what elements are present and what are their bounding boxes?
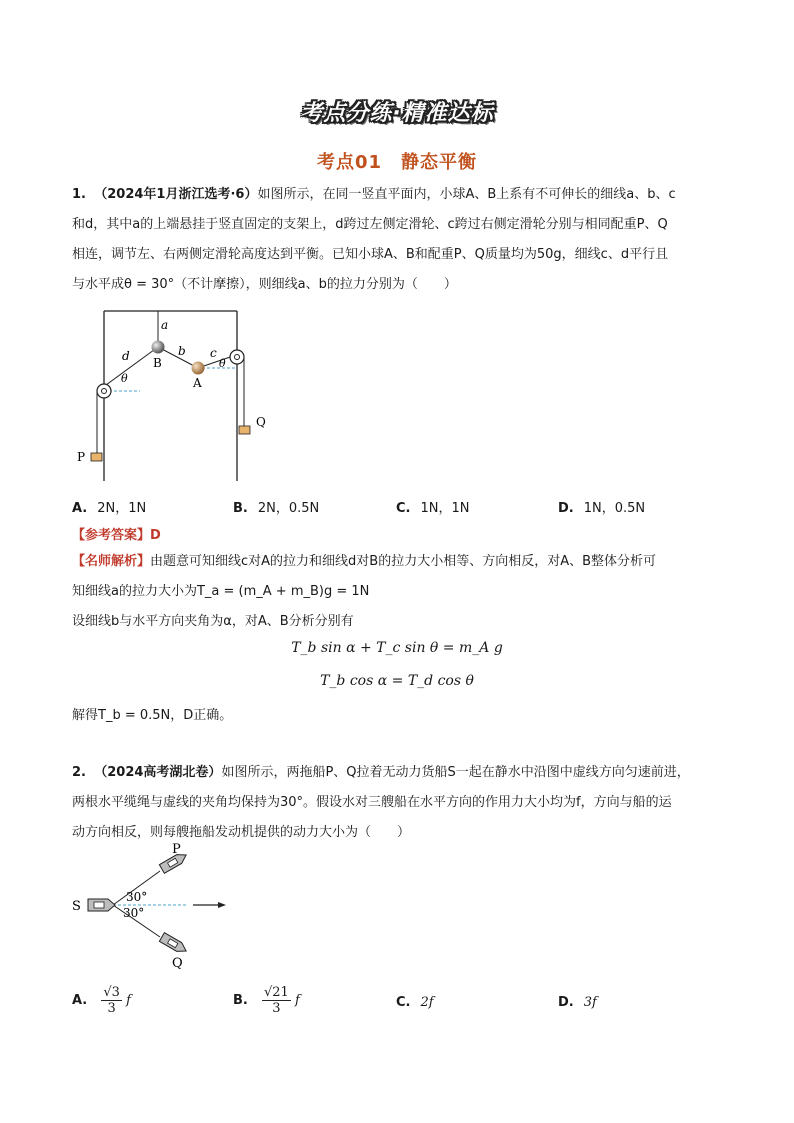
boats-figure — [68, 840, 238, 970]
svg-text:θ: θ — [219, 357, 226, 370]
question-1-text — [72, 180, 732, 300]
boat-q — [159, 933, 188, 956]
option-c[interactable]: C. 2f — [396, 995, 434, 1010]
banner-title: 考点分练·精准达标 — [300, 101, 494, 126]
question-line: 和d，其中a的上端悬挂于竖直固定的支架上，d跨过左侧定滑轮、c跨过右侧定滑轮分别与相同配重P、Q — [72, 217, 668, 232]
question-line: 相连，调节左、右两侧定滑轮高度达到平衡。已知小球A、B和配重P、Q质量均为50g，细线c、d平行且 — [72, 247, 669, 262]
svg-text:30°: 30° — [126, 890, 148, 904]
svg-text:Q: Q — [256, 415, 266, 429]
svg-text:30°: 30° — [123, 906, 145, 920]
svg-text:θ: θ — [121, 372, 128, 385]
reference-answer: 【参考答案】D — [72, 528, 161, 543]
option-a[interactable]: A. $\frac{√3}{3}$ f — [72, 985, 131, 1016]
question-source: （2024年1月浙江选考·6） — [94, 187, 258, 202]
option-b[interactable]: B. 2N，0.5N — [233, 501, 320, 516]
equation-2: T_b cos α = T_d cos θ — [320, 673, 474, 689]
svg-text:S: S — [72, 899, 81, 914]
equation-1: T_b sin α + T_c sin θ = m_A g — [291, 640, 503, 656]
svg-text:c: c — [210, 346, 217, 360]
section-title: 考点01 静态平衡 — [316, 152, 478, 173]
ball-a — [192, 362, 205, 375]
svg-text:b: b — [178, 344, 186, 358]
conclusion: 解得T_b = 0.5N，D正确。 — [72, 708, 233, 723]
option-c[interactable]: C. 1N，1N — [396, 501, 470, 516]
ball-b — [152, 341, 165, 354]
option-b[interactable]: B. $\frac{√21}{3}$ f — [233, 985, 300, 1016]
svg-text:B: B — [153, 356, 162, 370]
svg-text:d: d — [122, 349, 130, 363]
option-d[interactable]: D. 3f — [558, 995, 597, 1010]
analysis: 【名师解析】由题意可知细线c对A的拉力和细线d对B的拉力大小相等、方向相反，对A、B整体分析可 知细线a的拉力大小为T_a = (m_A + m_B)g = 1N 设细线b与水平方向夹角为α，对A、B分析分别有 — [72, 554, 657, 629]
question-line: 与水平成θ = 30°（不计摩擦），则细线a、b的拉力分别为（ ） — [72, 277, 457, 292]
svg-text:P: P — [172, 842, 181, 857]
svg-text:Q: Q — [172, 956, 183, 970]
question-source: （2024高考湖北卷） — [94, 765, 222, 780]
question-2-text: 2. （2024高考湖北卷）如图所示，两拖船P、Q拉着无动力货船S一起在静水中沿图中虚线方向匀速前进， 两根水平缆绳与虚线的夹角均保持为30°。假设水对三艘船在水平方向的作用力大小均为f，方向与船的运 动方向相反，则每艘拖船发动机提供的动力大小为（ ） — [72, 765, 690, 840]
option-a[interactable]: A. 2N，1N — [72, 501, 147, 516]
pulley-figure — [70, 305, 270, 485]
analysis-label: 【名师解析】 — [72, 554, 151, 569]
question-line: 如图所示，在同一竖直平面内，小球A、B上系有不可伸长的细线a、b、c — [257, 187, 676, 202]
svg-text:A: A — [193, 376, 202, 390]
option-d[interactable]: D. 1N，0.5N — [558, 501, 646, 516]
weight-p — [91, 453, 102, 461]
svg-text:P: P — [77, 450, 86, 464]
direction-arrow — [218, 902, 226, 908]
question-number: 2. — [72, 765, 86, 780]
weight-q — [239, 426, 250, 434]
svg-text:a: a — [161, 318, 169, 332]
question-number: 1. — [72, 187, 86, 202]
